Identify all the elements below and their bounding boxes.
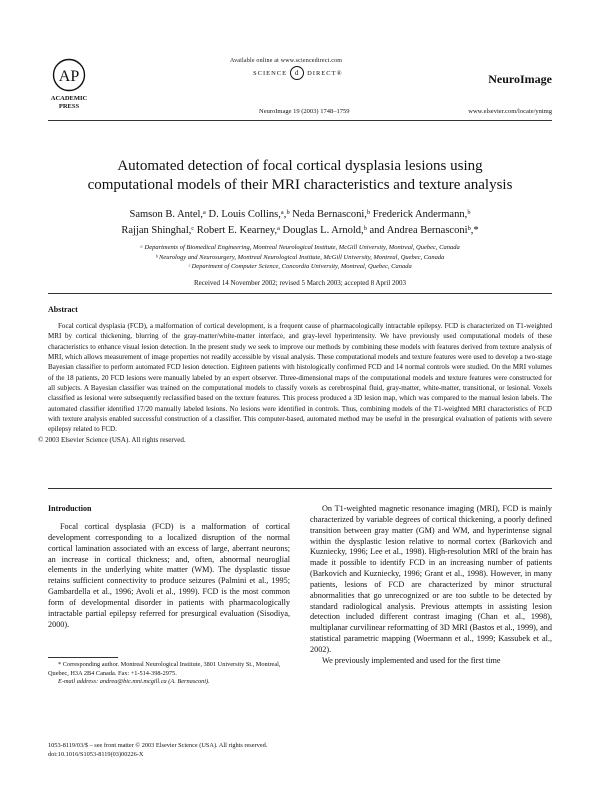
citation: NeuroImage 19 (2003) 1748–1759 (259, 108, 350, 115)
footnote-corresponding: * Corresponding author. Montreal Neurological Institute, 3801 University St., Montreal, Quebec, H3A 2B4 Canada. Fax: +1-514-398-2975. (48, 661, 281, 677)
footnote-rule (48, 657, 118, 658)
authors-line2: Rajjan Shinghal,ᶜ Robert E. Kearney,ᵃ Douglas L. Arnold,ᵇ and Andrea Bernasconiᵇ,* (121, 225, 479, 236)
intro-right-paragraph-1: On T1-weighted magnetic resonance imaging (MRI), FCD is mainly characterized by variable degrees of cortical thickening, a poorly defined transition between gray matter (GM) and WM, and hyperintense signal within the dysplastic lesion relative to normal cortex (Barkovich and Kuzniecky, 1996; Lee et al., 1998). High-resolution MRI of the brain has made it possible to identify FCD in an increasing number of patients (Barkovich and Kuzniecky, 1996; Grant et al., 1998). However, in many patients, lesions of FCD are characterized by minor structural abnormalities that go unrecognized or are too subtle to be detected by standard radiological analysis. Previous attempts in assisting lesion detection included different contrast imaging (Chan et al., 1998), multiplanar curvilinear reformatting of 3D MRI (Bastos et al., 1999), and statistical parametric mapping (Woermann et al., 1999; Kassubek et al., 2002). (310, 504, 552, 654)
header-rule (48, 120, 552, 121)
intro-right-column (310, 504, 552, 667)
publisher-name (44, 95, 94, 111)
abstract-text: Focal cortical dysplasia (FCD), a malformation of cortical development, is a frequent cause of pharmacologically intractable epilepsy. FCD is characterized on T1-weighted MRI by cortical thickening, blurring of the gray-matter/white-matter interface, and gray-level hyperintensity. We have previously used computational models of these characteristics to enhance visual lesion detection. In the present study we seek to improve our methods by combining these models with features derived from texture analysis of MRI, which allows measurement of image properties not readily accessible by visual analysis. These computational models and texture features were used to develop a two-stage Bayesian classifier to perform automated FCD lesion detection. Eighteen patients with histologically confirmed FCD and 14 normal controls were studied. On the MRI volumes of the 18 patients, 20 FCD lesions were manually labeled by an expert observer. Three-dimensional maps of the computational models and texture features were constructed for all subjects. A Bayesian classifier was trained on the computational models to classify voxels as cerebrospinal fluid, gray-matter, white-matter, transitional, or lesional. Voxels classified as lesional were subsequently reclassified based on the texture features. This process produced a 3D lesion map, which was compared to the manual lesion labels. The automated classifier identified 17/20 manually labeled lesions. No lesions were identified in controls. Thus, combining models of the T1-weighted MRI characteristics of FCD with texture analysis enabled successful construction of a classifier. This computer-based, automated method may be useful in the presurgical evaluation of patients with severe epilepsy related to FCD. (48, 322, 552, 434)
affiliations (48, 243, 552, 272)
affiliation-a: ᵃ Departments of Biomedical Engineering, Montreal Neurological Institute, McGill University, Montreal, Quebec, Canada (140, 244, 460, 251)
title-line1: Automated detection of focal cortical dysplasia lesions using (117, 158, 483, 174)
title-line2: computational models of their MRI characteristics and texture analysis (87, 177, 513, 193)
abstract-copyright: © 2003 Elsevier Science (USA). All rights reserved. (38, 435, 186, 444)
sciencedirect-logo (253, 66, 343, 80)
publisher-name-line1: ACADEMIC (50, 95, 88, 102)
footnote (48, 661, 290, 687)
authors-line1: Samson B. Antel,ᵃ D. Louis Collins,ᵃ,ᵇ Neda Bernasconi,ᵇ Frederick Andermann,ᵇ (129, 209, 471, 220)
abstract-top-rule (48, 293, 552, 294)
introduction-heading: Introduction (48, 504, 92, 513)
article-title (48, 157, 552, 195)
abstract-body (38, 321, 552, 445)
available-online-text: Available online at www.sciencedirect.com (230, 58, 343, 64)
intro-left-column: Focal cortical dysplasia (FCD) is a malformation of cortical development corresponding to a localized disruption of the normal cortical lamination associated with an excess of large, aberrant neurons; an increase in cortical thickness; and, often, abnormal neuroglial elements in the underlying white matter (WM). The dysplastic tissue retains sufficient connectivity to produce seizures (Palmini et al., 1995; Gambardella et al., 1996; Avoli et al., 1999). FCD is the most common form of developmental disorder in patients with pharmacologically intractable partial epilepsy referred for presurgical evaluation (Sisodiya, 2000). (48, 522, 290, 629)
intro-right-paragraph-2: We previously implemented and used for the first time (322, 655, 501, 665)
sciencedirect-right: DIRECT® (307, 69, 343, 77)
publisher-name-line2: PRESS (58, 103, 80, 110)
sciencedirect-mark-icon: d (290, 66, 304, 80)
footer-issn: 1053-8119/03/$ – see front matter © 2003 Elsevier Science (USA). All rights reserved. (48, 742, 268, 749)
author-list (48, 207, 552, 239)
received-dates: Received 14 November 2002; revised 5 March 2003; accepted 8 April 2003 (193, 279, 407, 287)
sciencedirect-left: SCIENCE (253, 69, 288, 77)
footer-doi[interactable]: doi:10.1016/S1053-8119(03)00226-X (48, 750, 144, 758)
affiliation-b: ᵇ Neurology and Neurosurgery, Montreal Neurological Institute, McGill University, Montreal, Quebec, Canada (155, 253, 445, 261)
abstract-bottom-rule (48, 488, 552, 489)
affiliation-c: ᶜ Department of Computer Science, Concordia University, Montreal, Quebec, Canada (188, 263, 412, 270)
footnote-email[interactable]: E-mail address: andrea@bic.mni.mcgill.ca (A. Bernasconi). (58, 678, 210, 685)
journal-url[interactable]: www.elsevier.com/locate/ynimg (468, 108, 552, 115)
abstract-heading: Abstract (48, 305, 78, 314)
academic-press-logo-icon (52, 58, 86, 92)
page-footer (48, 742, 267, 759)
journal-name: NeuroImage (488, 72, 552, 86)
publisher-logo-letters: AP (58, 68, 80, 85)
